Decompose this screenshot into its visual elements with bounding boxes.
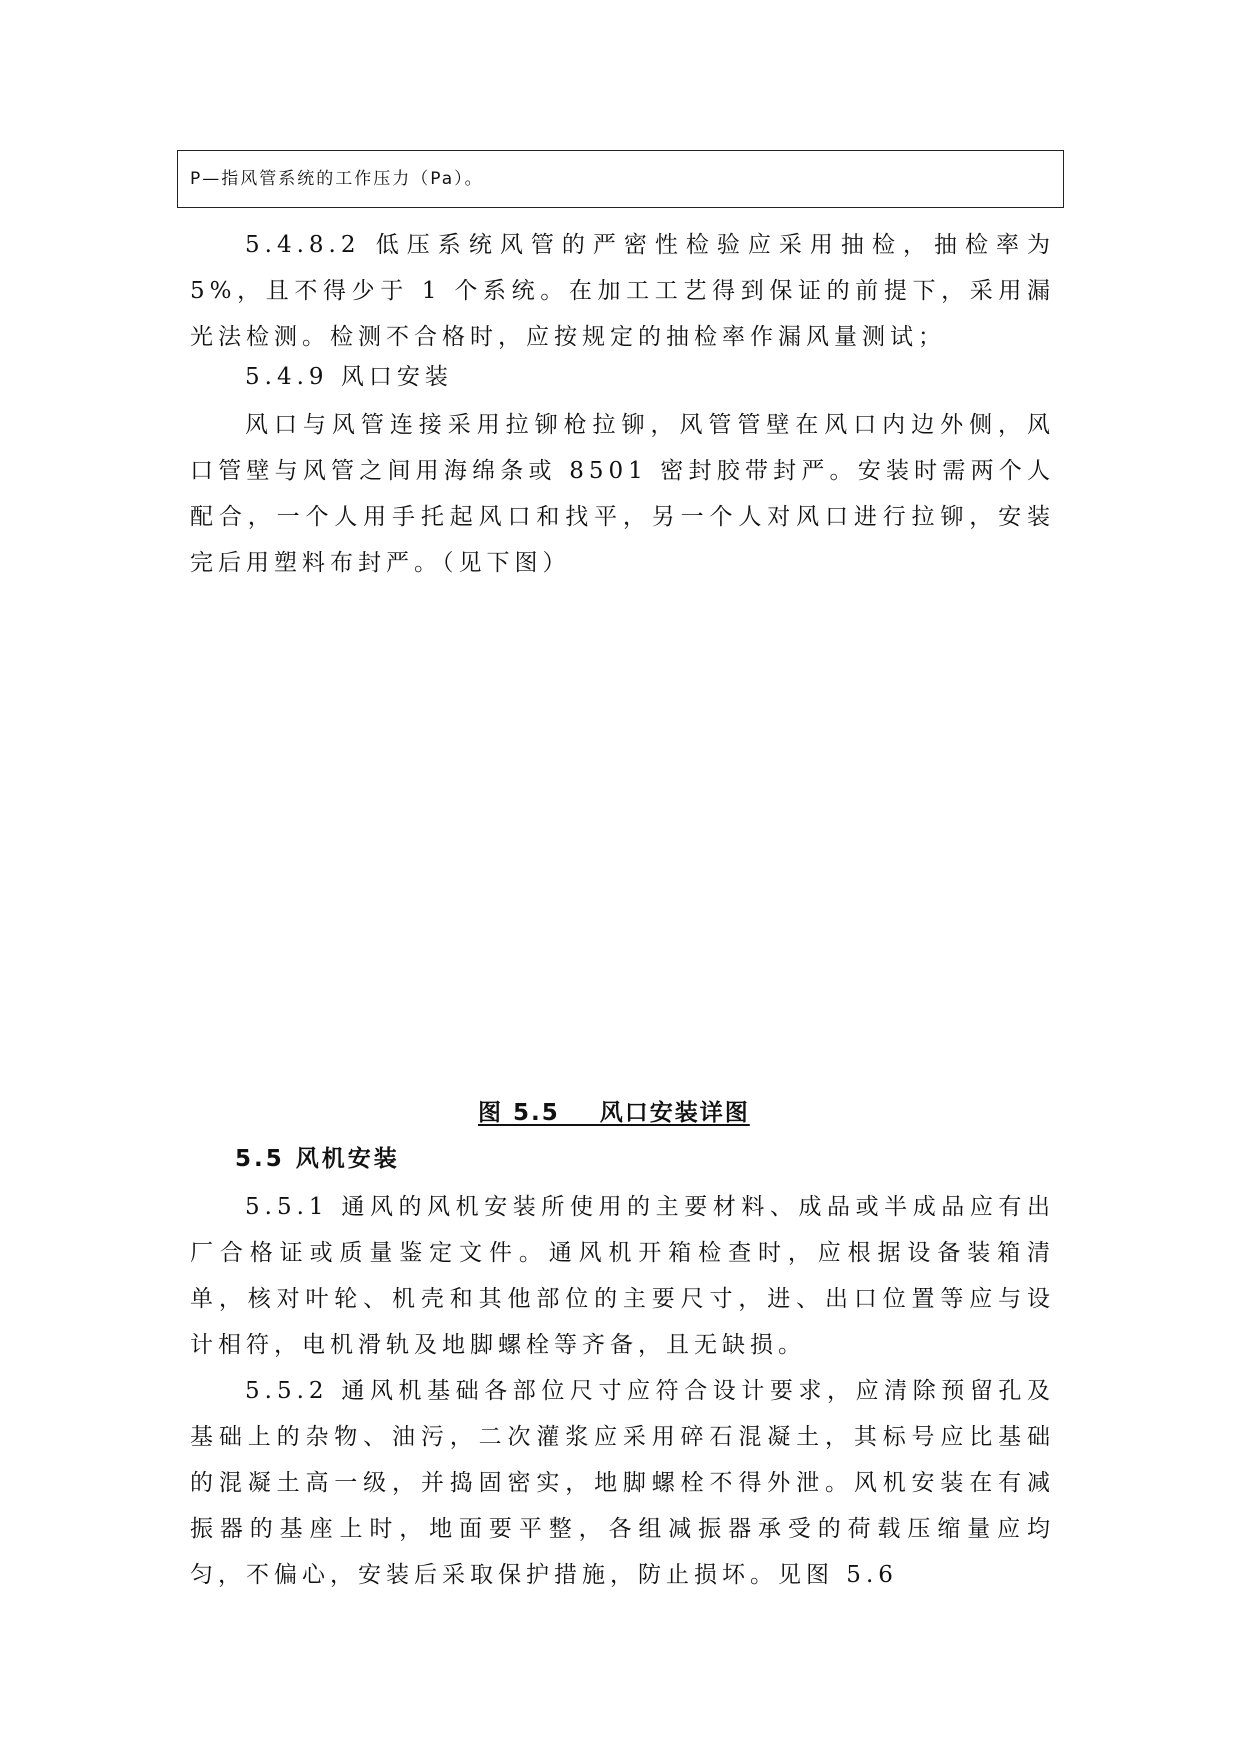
figure-placeholder — [190, 600, 1055, 1090]
figure-caption: 图 5.5 风口安装详图 — [478, 1100, 750, 1126]
paragraph-5-4-9: 风口与风管连接采用拉铆枪拉铆，风管管壁在风口内边外侧，风口管壁与风管之间用海绵条或 8501 密封胶带封严。安装时需两个人配合，一个人用手托起风口和找平，另一个人对风口进行拉铆，安装完后用塑料布封严。（见下图） — [190, 412, 1055, 576]
heading-5-4-9: 5.4.9 风口安装 — [245, 364, 453, 390]
heading-5-5: 5.5 风机安装 — [235, 1146, 400, 1172]
note-text: P—指风管系统的工作压力（Pa）。 — [190, 169, 484, 189]
note-box — [177, 150, 1064, 208]
paragraph-5-4-8-2: 5.4.8.2 低压系统风管的严密性检验应采用抽检，抽检率为 5%，且不得少于 1 个系统。在加工工艺得到保证的前提下，采用漏光法检测。检测不合格时，应按规定的抽检率作漏风量测试； — [190, 232, 1055, 350]
paragraph-5-5-2: 5.5.2 通风机基础各部位尺寸应符合设计要求，应清除预留孔及基础上的杂物、油污，二次灌浆应采用碎石混凝土，其标号应比基础的混凝土高一级，并捣固密实，地脚螺栓不得外泄。风机安装在有减振器的基座上时，地面要平整，各组减振器承受的荷载压缩量应均匀，不偏心，安装后采取保护措施，防止损坏。见图 5.6 — [190, 1378, 1055, 1588]
paragraph-5-5-1: 5.5.1 通风的风机安装所使用的主要材料、成品或半成品应有出厂合格证或质量鉴定文件。通风机开箱检查时，应根据设备装箱清单，核对叶轮、机壳和其他部位的主要尺寸，进、出口位置等应与设计相符，电机滑轨及地脚螺栓等齐备，且无缺损。 — [190, 1194, 1055, 1358]
